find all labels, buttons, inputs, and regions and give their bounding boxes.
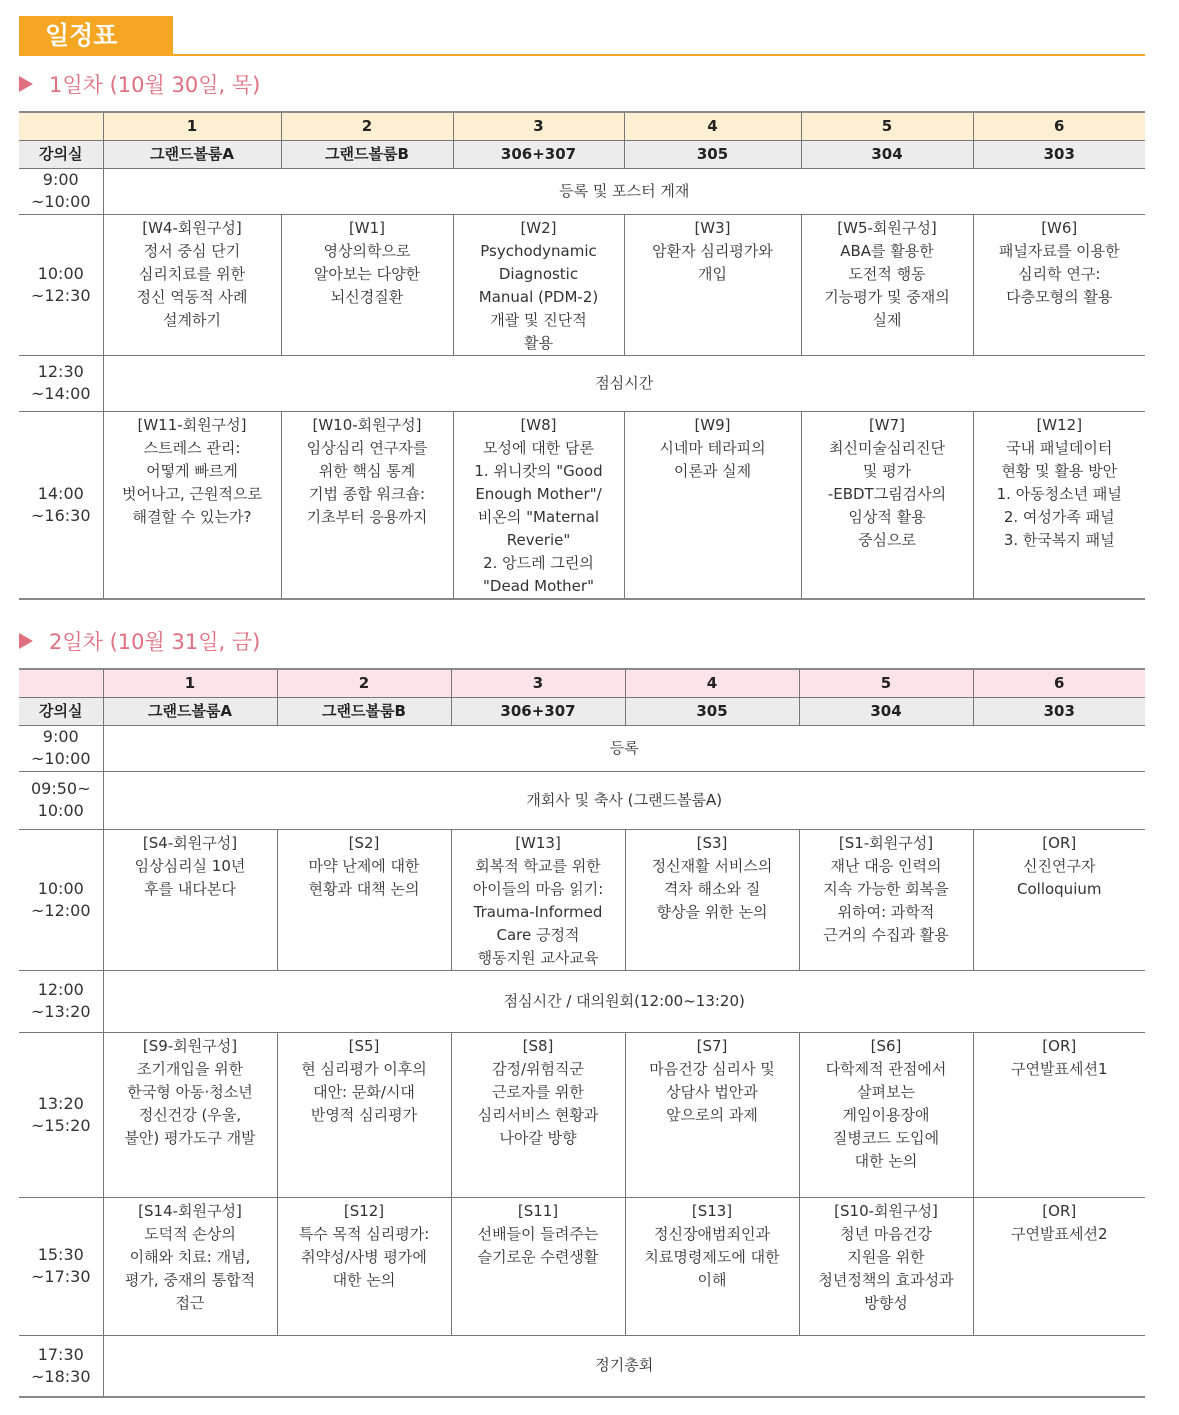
day2-heading-text: 2일차 (10월 31일, 금) [49, 630, 261, 654]
full-width-event: 점심시간 [103, 355, 1145, 411]
schedule-row [19, 771, 1145, 829]
time-slot: 12:30 ~14:00 [19, 355, 103, 411]
session-cell: [S7] 마음건강 심리사 및 상담사 법안과 앞으로의 과제 [625, 1032, 799, 1197]
day2-schedule-table [19, 668, 1145, 1398]
full-width-event: 등록 및 포스터 게재 [103, 168, 1145, 214]
session-cell: [S2] 마약 난제에 대한 현황과 대책 논의 [277, 829, 451, 970]
room-label: 강의실 [19, 697, 103, 725]
schedule-row [19, 1197, 1145, 1335]
schedule-row [19, 1335, 1145, 1397]
title-underline [173, 54, 1145, 56]
time-slot: 10:00 ~12:00 [19, 829, 103, 970]
track-number: 6 [973, 669, 1145, 697]
page-title: 일정표 [19, 16, 173, 56]
time-slot: 9:00 ~10:00 [19, 725, 103, 771]
session-cell: [W13] 회복적 학교를 위한 아이들의 마음 읽기: Trauma-Informed Care 긍정적 행동지원 교사교육 [451, 829, 625, 970]
room-name: 305 [625, 697, 799, 725]
session-cell: [S1-회원구성] 재난 대응 인력의 지속 가능한 회복을 위하여: 과학적 근거의 수집과 활용 [799, 829, 973, 970]
time-slot: 9:00 ~10:00 [19, 168, 103, 214]
schedule-row [19, 214, 1145, 355]
session-cell: [W12] 국내 패널데이터 현황 및 활용 방안 1. 아동청소년 패널 2. 여성가족 패널 3. 한국복지 패널 [973, 411, 1145, 599]
triangle-bullet-icon [19, 633, 33, 649]
track-number: 6 [973, 112, 1145, 140]
session-cell: [S9-회원구성] 조기개입을 위한 한국형 아동·청소년 정신건강 (우울, 불안) 평가도구 개발 [103, 1032, 277, 1197]
session-cell: [W11-회원구성] 스트레스 관리: 어떻게 빠르게 벗어나고, 근원적으로 해결할 수 있는가? [103, 411, 281, 599]
session-cell: [S6] 다학제적 관점에서 살펴보는 게임이용장애 질병코드 도입에 대한 논의 [799, 1032, 973, 1197]
room-name: 그랜드볼룸A [103, 140, 281, 168]
room-name: 303 [973, 697, 1145, 725]
room-name: 304 [801, 140, 973, 168]
corner-cell [19, 669, 103, 697]
session-cell: [W1] 영상의학으로 알아보는 다양한 뇌신경질환 [281, 214, 453, 355]
day1-heading-text: 1일차 (10월 30일, 목) [49, 73, 261, 97]
room-name: 그랜드볼룸B [281, 140, 453, 168]
session-cell: [S11] 선배들이 들려주는 슬기로운 수련생활 [451, 1197, 625, 1335]
full-width-event: 등록 [103, 725, 1145, 771]
session-cell: [S8] 감정/위험직군 근로자를 위한 심리서비스 현황과 나아갈 방향 [451, 1032, 625, 1197]
track-number: 5 [801, 112, 973, 140]
session-cell: [W10-회원구성] 임상심리 연구자를 위한 핵심 통계 기법 종합 워크숍: 기초부터 응용까지 [281, 411, 453, 599]
corner-cell [19, 112, 103, 140]
full-width-event: 점심시간 / 대의원회(12:00~13:20) [103, 970, 1145, 1032]
track-number: 1 [103, 669, 277, 697]
session-cell: [OR] 구연발표세션1 [973, 1032, 1145, 1197]
time-slot: 13:20 ~15:20 [19, 1032, 103, 1197]
track-number: 3 [453, 112, 624, 140]
session-cell: [OR] 구연발표세션2 [973, 1197, 1145, 1335]
time-slot: 09:50~ 10:00 [19, 771, 103, 829]
schedule-row [19, 411, 1145, 599]
track-number: 5 [799, 669, 973, 697]
room-name: 306+307 [453, 140, 624, 168]
session-cell: [W3] 암환자 심리평가와 개입 [624, 214, 801, 355]
schedule-row [19, 355, 1145, 411]
day2-heading [19, 625, 260, 657]
time-slot: 15:30 ~17:30 [19, 1197, 103, 1335]
time-slot: 12:00 ~13:20 [19, 970, 103, 1032]
time-slot: 14:00 ~16:30 [19, 411, 103, 599]
full-width-event: 개회사 및 축사 (그랜드볼룸A) [103, 771, 1145, 829]
session-cell: [S5] 현 심리평가 이후의 대안: 문화/시대 반영적 심리평가 [277, 1032, 451, 1197]
schedule-row [19, 725, 1145, 771]
session-cell: [W4-회원구성] 정서 중심 단기 심리치료를 위한 정신 역동적 사례 설계하기 [103, 214, 281, 355]
track-number: 1 [103, 112, 281, 140]
session-cell: [W2] Psychodynamic Diagnostic Manual (PDM-2) 개괄 및 진단적 활용 [453, 214, 624, 355]
room-name: 그랜드볼룸B [277, 697, 451, 725]
room-name: 그랜드볼룸A [103, 697, 277, 725]
room-label: 강의실 [19, 140, 103, 168]
track-number-row [19, 669, 1145, 697]
session-cell: [S10-회원구성] 청년 마음건강 지원을 위한 청년정책의 효과성과 방향성 [799, 1197, 973, 1335]
session-cell: [W9] 시네마 테라피의 이론과 실제 [624, 411, 801, 599]
track-number: 4 [625, 669, 799, 697]
session-cell: [W8] 모성에 대한 담론 1. 위니캇의 "Good Enough Mother"/ 비온의 "Maternal Reverie" 2. 앙드레 그린의 "Dead Mother" [453, 411, 624, 599]
schedule-row [19, 1032, 1145, 1197]
time-slot: 17:30 ~18:30 [19, 1335, 103, 1397]
room-name: 303 [973, 140, 1145, 168]
track-number: 3 [451, 669, 625, 697]
track-number: 4 [624, 112, 801, 140]
room-row [19, 140, 1145, 168]
day1-heading [19, 68, 260, 100]
session-cell: [S14-회원구성] 도덕적 손상의 이해와 치료: 개념, 평가, 중재의 통합적 접근 [103, 1197, 277, 1335]
full-width-event: 정기총회 [103, 1335, 1145, 1397]
session-cell: [OR] 신진연구자 Colloquium [973, 829, 1145, 970]
room-name: 305 [624, 140, 801, 168]
session-cell: [S12] 특수 목적 심리평가: 취약성/사병 평가에 대한 논의 [277, 1197, 451, 1335]
room-name: 304 [799, 697, 973, 725]
session-cell: [W5-회원구성] ABA를 활용한 도전적 행동 기능평가 및 중재의 실제 [801, 214, 973, 355]
room-row [19, 697, 1145, 725]
session-cell: [W6] 패널자료를 이용한 심리학 연구: 다층모형의 활용 [973, 214, 1145, 355]
triangle-bullet-icon [19, 76, 33, 92]
room-name: 306+307 [451, 697, 625, 725]
schedule-row [19, 970, 1145, 1032]
track-number-row [19, 112, 1145, 140]
session-cell: [S4-회원구성] 임상심리실 10년 후를 내다본다 [103, 829, 277, 970]
session-cell: [S13] 정신장애범죄인과 치료명령제도에 대한 이해 [625, 1197, 799, 1335]
track-number: 2 [277, 669, 451, 697]
schedule-row [19, 829, 1145, 970]
schedule-row [19, 168, 1145, 214]
day1-schedule-table [19, 111, 1145, 600]
session-cell: [W7] 최신미술심리진단 및 평가 -EBDT그림검사의 임상적 활용 중심으로 [801, 411, 973, 599]
time-slot: 10:00 ~12:30 [19, 214, 103, 355]
session-cell: [S3] 정신재활 서비스의 격차 해소와 질 향상을 위한 논의 [625, 829, 799, 970]
track-number: 2 [281, 112, 453, 140]
